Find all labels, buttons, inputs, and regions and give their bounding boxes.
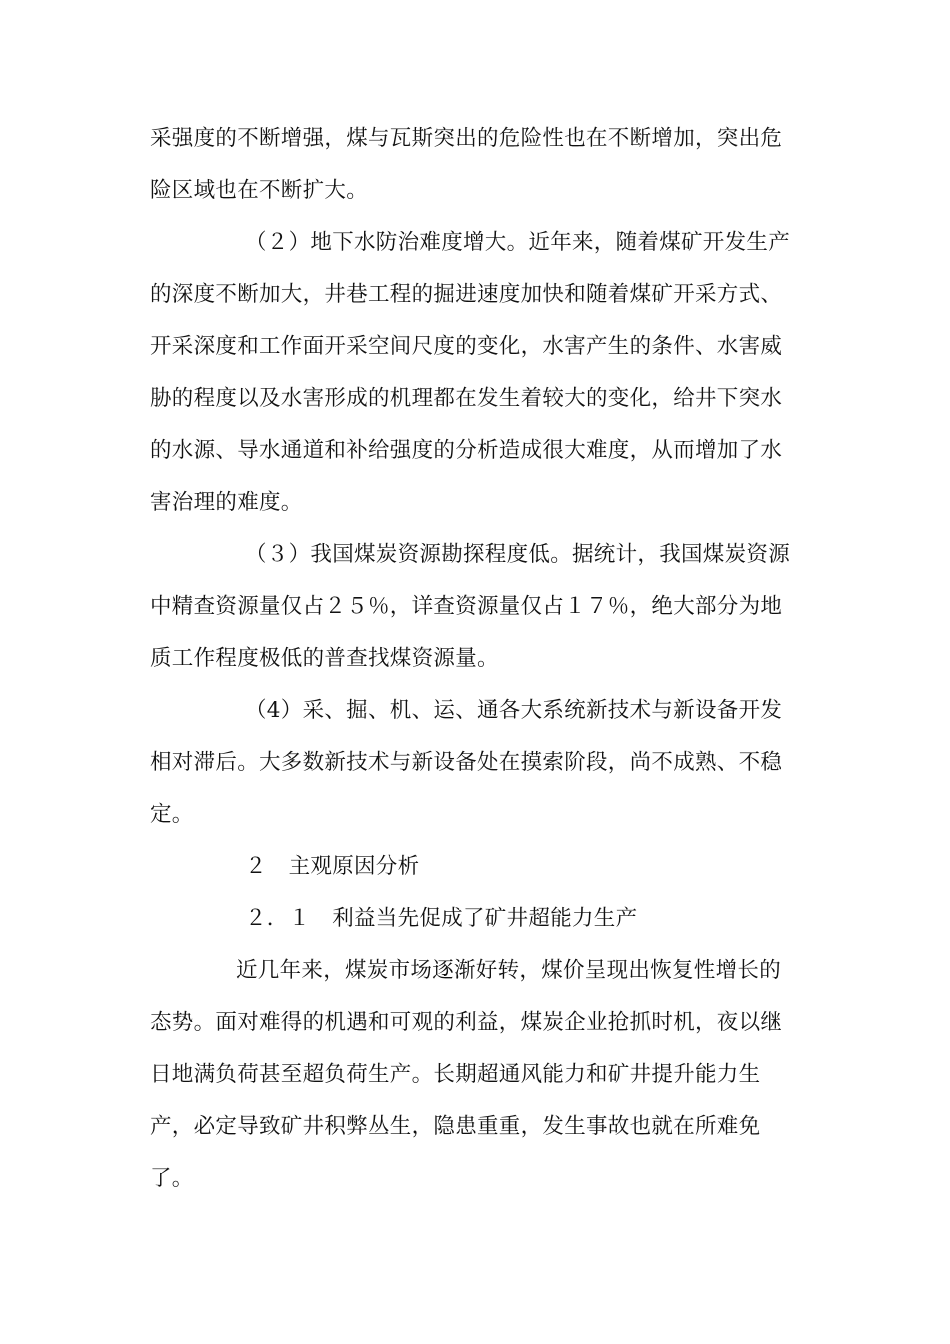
- body-text-line: 险区域也在不断扩大。: [150, 178, 369, 203]
- body-text-line: 态势。面对难得的机遇和可观的利益，煤炭企业抢抓时机，夜以继: [150, 1010, 783, 1035]
- body-text-line: 的水源、导水通道和补给强度的分析造成很大难度，从而增加了水: [150, 438, 783, 463]
- body-text-line: 了。: [150, 1166, 194, 1191]
- body-text-line: 中精查资源量仅占２５％，详查资源量仅占１７％，绝大部分为地: [150, 594, 783, 619]
- paragraph-2-heading-line: （２）地下水防治难度增大。近年来，随着煤矿开发生产: [245, 230, 791, 255]
- body-text-line: 采强度的不断增强，煤与瓦斯突出的危险性也在不断增加，突出危: [150, 126, 783, 151]
- body-text-line: 害治理的难度。: [150, 490, 303, 515]
- paragraph-3-heading-line: （３）我国煤炭资源勘探程度低。据统计，我国煤炭资源: [245, 542, 791, 567]
- body-text-line: 相对滞后。大多数新技术与新设备处在摸索阶段，尚不成熟、不稳: [150, 750, 783, 775]
- section-heading: ２ 主观原因分析: [245, 854, 420, 879]
- body-text-line: 产，必定导致矿井积弊丛生，隐患重重，发生事故也就在所难免: [150, 1114, 761, 1139]
- body-text-line: 胁的程度以及水害形成的机理都在发生着较大的变化，给井下突水: [150, 386, 783, 411]
- body-text-line: 定。: [150, 802, 194, 827]
- body-text-line: 近几年来，煤炭市场逐渐好转，煤价呈现出恢复性增长的: [236, 958, 782, 983]
- subsection-heading: ２．１ 利益当先促成了矿井超能力生产: [245, 906, 638, 931]
- paragraph-4-heading-line: （4）采、掘、机、运、通各大系统新技术与新设备开发: [245, 698, 783, 723]
- body-text-line: 日地满负荷甚至超负荷生产。长期超通风能力和矿井提升能力生: [150, 1062, 761, 1087]
- body-text-line: 质工作程度极低的普查找煤资源量。: [150, 646, 499, 671]
- body-text-line: 的深度不断加大，井巷工程的掘进速度加快和随着煤矿开采方式、: [150, 282, 783, 307]
- body-text-line: 开采深度和工作面开采空间尺度的变化，水害产生的条件、水害威: [150, 334, 783, 359]
